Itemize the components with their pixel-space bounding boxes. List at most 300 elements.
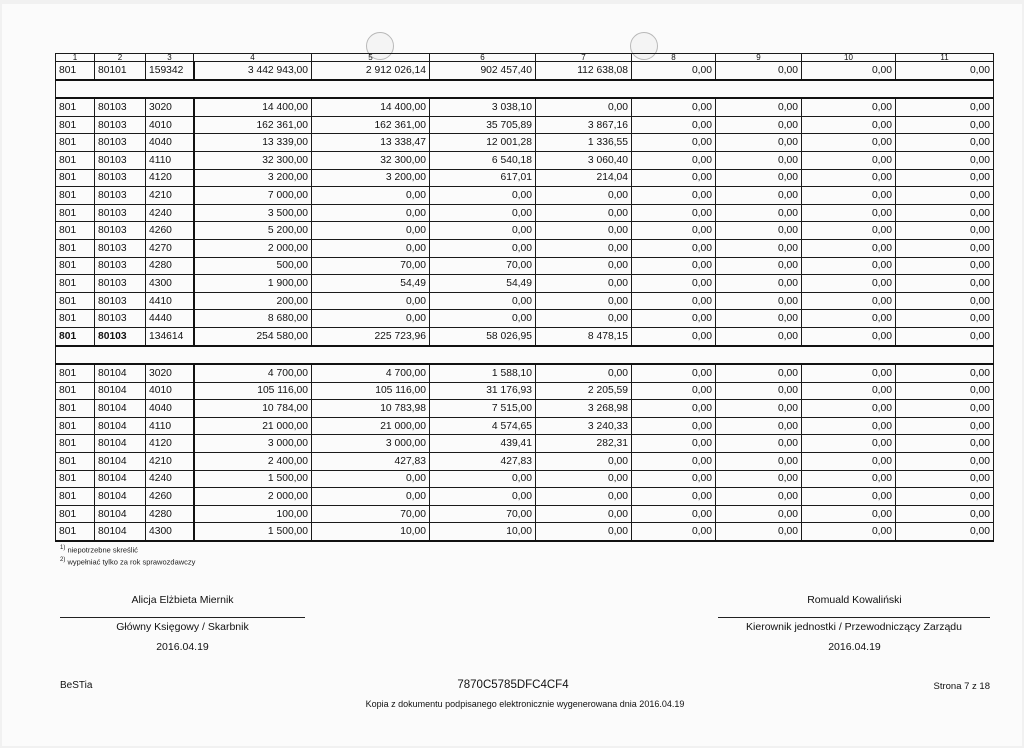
table-cell: 105 116,00 [194, 382, 312, 400]
table-cell: 31 176,93 [430, 382, 536, 400]
table-cell: 0,00 [536, 310, 632, 328]
table-cell: 0,00 [632, 98, 716, 116]
table-cell: 0,00 [536, 292, 632, 310]
table-cell: 0,00 [896, 169, 994, 187]
table-cell: 0,00 [802, 470, 896, 488]
table-cell: 801 [56, 169, 95, 187]
table-cell: 801 [56, 134, 95, 152]
column-number: 7 [536, 54, 632, 62]
table-cell: 427,83 [430, 453, 536, 471]
table-cell: 1 500,00 [194, 470, 312, 488]
column-number-row [56, 54, 994, 62]
table-cell: 35 705,89 [430, 116, 536, 134]
table-cell: 0,00 [536, 275, 632, 293]
table-cell: 0,00 [632, 275, 716, 293]
table-cell: 214,04 [536, 169, 632, 187]
table-cell: 112 638,08 [536, 62, 632, 80]
table-cell: 54,49 [430, 275, 536, 293]
table-cell: 0,00 [896, 435, 994, 453]
table-cell: 0,00 [802, 327, 896, 345]
table-cell: 0,00 [896, 134, 994, 152]
table-cell: 0,00 [536, 523, 632, 541]
table-cell: 0,00 [632, 239, 716, 257]
table-cell: 0,00 [430, 204, 536, 222]
table-cell: 0,00 [802, 453, 896, 471]
table-cell: 0,00 [716, 222, 802, 240]
table-cell: 10,00 [312, 523, 430, 541]
table-row [56, 275, 994, 293]
table-cell: 0,00 [716, 400, 802, 418]
table-cell: 0,00 [536, 187, 632, 205]
section-gap [56, 346, 994, 365]
table-cell: 0,00 [632, 505, 716, 523]
table-cell: 0,00 [632, 470, 716, 488]
table-row [56, 417, 994, 435]
table-cell: 801 [56, 488, 95, 506]
table-cell: 0,00 [802, 222, 896, 240]
table-cell: 0,00 [632, 116, 716, 134]
table-cell: 0,00 [430, 310, 536, 328]
table-cell: 0,00 [430, 292, 536, 310]
table-cell: 4440 [146, 310, 194, 328]
table-cell: 0,00 [896, 364, 994, 382]
footnote-1-text: niepotrzebne skreślić [67, 545, 138, 555]
table-cell: 80103 [95, 292, 146, 310]
table-cell: 0,00 [716, 453, 802, 471]
table-cell: 100,00 [194, 505, 312, 523]
table-cell: 14 400,00 [312, 98, 430, 116]
left-signature-line [60, 617, 305, 618]
table-cell: 0,00 [802, 523, 896, 541]
table-cell: 0,00 [896, 187, 994, 205]
table-cell: 1 900,00 [194, 275, 312, 293]
table-cell: 80104 [95, 488, 146, 506]
table-cell: 0,00 [716, 204, 802, 222]
table-cell: 0,00 [632, 327, 716, 345]
table-cell: 0,00 [716, 257, 802, 275]
table-cell: 0,00 [896, 505, 994, 523]
table-cell: 4270 [146, 239, 194, 257]
table-cell: 80104 [95, 453, 146, 471]
table-cell: 0,00 [802, 169, 896, 187]
table-cell: 4040 [146, 134, 194, 152]
table-cell: 2 912 026,14 [312, 62, 430, 80]
table-cell: 80104 [95, 470, 146, 488]
table-cell: 617,01 [430, 169, 536, 187]
table-cell: 0,00 [716, 134, 802, 152]
table-cell: 4110 [146, 417, 194, 435]
table-cell: 0,00 [632, 453, 716, 471]
table-cell: 3 867,16 [536, 116, 632, 134]
table-cell: 801 [56, 453, 95, 471]
table-cell: 801 [56, 187, 95, 205]
table-cell: 801 [56, 257, 95, 275]
table-cell: 4260 [146, 222, 194, 240]
table-cell: 80103 [95, 116, 146, 134]
table-cell: 4300 [146, 523, 194, 541]
table-cell: 4240 [146, 470, 194, 488]
table-cell: 80104 [95, 382, 146, 400]
table-cell: 0,00 [536, 470, 632, 488]
table-row [56, 470, 994, 488]
table-cell: 0,00 [716, 62, 802, 80]
table-cell: 0,00 [896, 417, 994, 435]
table-cell: 21 000,00 [194, 417, 312, 435]
column-number: 11 [896, 54, 994, 62]
table-cell: 80103 [95, 275, 146, 293]
table-cell: 3 200,00 [194, 169, 312, 187]
table-cell: 0,00 [802, 98, 896, 116]
table-cell: 80103 [95, 222, 146, 240]
table-cell: 4300 [146, 275, 194, 293]
table-cell: 80103 [95, 98, 146, 116]
right-signer-name: Romuald Kowaliński [807, 594, 902, 606]
table-cell: 0,00 [312, 239, 430, 257]
table-cell: 0,00 [632, 382, 716, 400]
table-cell: 1 500,00 [194, 523, 312, 541]
table-cell: 0,00 [632, 488, 716, 506]
table-cell: 0,00 [802, 239, 896, 257]
table-cell: 0,00 [312, 204, 430, 222]
table-cell: 3 268,98 [536, 400, 632, 418]
footer-copy-note: Kopia z dokumentu podpisanego elektronicznie wygenerowana dnia 2016.04.19 [365, 699, 685, 709]
table-cell: 80104 [95, 523, 146, 541]
table-cell: 801 [56, 239, 95, 257]
table-cell: 0,00 [632, 435, 716, 453]
table-cell: 0,00 [896, 470, 994, 488]
table-row [56, 134, 994, 152]
table-cell: 4120 [146, 169, 194, 187]
table-row [56, 523, 994, 541]
table-cell: 70,00 [312, 505, 430, 523]
table-cell: 4280 [146, 257, 194, 275]
table-cell: 0,00 [716, 239, 802, 257]
table-cell: 254 580,00 [194, 327, 312, 345]
table-cell: 5 200,00 [194, 222, 312, 240]
table-cell: 0,00 [802, 435, 896, 453]
table-cell: 0,00 [716, 292, 802, 310]
left-signer-role: Główny Księgowy / Skarbnik [116, 621, 249, 633]
table-cell: 1 336,55 [536, 134, 632, 152]
budget-table [55, 53, 994, 542]
table-cell: 801 [56, 364, 95, 382]
table-cell: 0,00 [430, 187, 536, 205]
table-cell: 0,00 [716, 382, 802, 400]
table-cell: 70,00 [430, 257, 536, 275]
table-cell: 80103 [95, 169, 146, 187]
table-cell: 0,00 [632, 257, 716, 275]
table-cell: 105 116,00 [312, 382, 430, 400]
table-cell: 162 361,00 [312, 116, 430, 134]
separator-cell [56, 346, 994, 365]
right-signature-line [718, 617, 990, 618]
table-cell: 0,00 [896, 382, 994, 400]
table-cell: 4040 [146, 400, 194, 418]
table-cell: 4120 [146, 435, 194, 453]
table-cell: 0,00 [802, 417, 896, 435]
table-cell: 0,00 [716, 116, 802, 134]
table-cell: 0,00 [802, 204, 896, 222]
table-cell: 3 038,10 [430, 98, 536, 116]
table-row-summary-80101 [56, 62, 994, 80]
column-number: 2 [95, 54, 146, 62]
table-cell: 0,00 [802, 488, 896, 506]
table-cell: 80104 [95, 435, 146, 453]
table-cell: 0,00 [802, 134, 896, 152]
table-cell: 70,00 [430, 505, 536, 523]
table-cell: 10 783,98 [312, 400, 430, 418]
table-cell: 0,00 [896, 62, 994, 80]
table-cell: 21 000,00 [312, 417, 430, 435]
column-number: 4 [194, 54, 312, 62]
table-cell: 1 588,10 [430, 364, 536, 382]
table-cell: 0,00 [896, 275, 994, 293]
table-cell: 10 784,00 [194, 400, 312, 418]
separator-cell [56, 80, 994, 99]
table-cell: 0,00 [632, 400, 716, 418]
table-cell: 801 [56, 222, 95, 240]
table-cell: 0,00 [716, 151, 802, 169]
table-cell: 0,00 [716, 417, 802, 435]
table-cell: 0,00 [802, 116, 896, 134]
table-cell: 159342 [146, 62, 194, 80]
table-cell: 0,00 [536, 239, 632, 257]
table-cell: 801 [56, 470, 95, 488]
table-cell: 4240 [146, 204, 194, 222]
table-cell: 0,00 [312, 310, 430, 328]
table-cell: 801 [56, 523, 95, 541]
table-cell: 0,00 [716, 435, 802, 453]
table-cell: 801 [56, 62, 95, 80]
table-row [56, 488, 994, 506]
table-cell: 80104 [95, 400, 146, 418]
table-cell: 2 205,59 [536, 382, 632, 400]
table-cell: 0,00 [896, 239, 994, 257]
table-cell: 80103 [95, 239, 146, 257]
column-number: 10 [802, 54, 896, 62]
table-row [56, 222, 994, 240]
table-cell: 0,00 [632, 222, 716, 240]
footnote-2-text: wypełniać tylko za rok sprawozdawczy [67, 557, 196, 567]
footnote-2-mark: 2) [60, 557, 66, 563]
table-cell: 0,00 [896, 98, 994, 116]
table-cell: 0,00 [632, 310, 716, 328]
table-cell: 3 500,00 [194, 204, 312, 222]
table-row [56, 505, 994, 523]
table-cell: 801 [56, 116, 95, 134]
table-cell: 4 700,00 [194, 364, 312, 382]
table-cell: 0,00 [896, 222, 994, 240]
table-cell: 0,00 [536, 257, 632, 275]
table-cell: 200,00 [194, 292, 312, 310]
table-cell: 0,00 [430, 239, 536, 257]
table-cell: 3020 [146, 98, 194, 116]
table-cell: 801 [56, 151, 95, 169]
table-cell: 0,00 [802, 505, 896, 523]
table-cell: 0,00 [632, 151, 716, 169]
table-cell: 0,00 [632, 364, 716, 382]
table-cell: 801 [56, 275, 95, 293]
footer-page-number: Strona 7 z 18 [933, 681, 990, 692]
table-cell: 80103 [95, 257, 146, 275]
table-row [56, 239, 994, 257]
table-row [56, 453, 994, 471]
left-signer-name: Alicja Elżbieta Miernik [131, 594, 234, 606]
table-cell: 4010 [146, 116, 194, 134]
table-cell: 2 400,00 [194, 453, 312, 471]
right-signer-date: 2016.04.19 [828, 641, 881, 653]
table-cell: 0,00 [632, 417, 716, 435]
table-cell: 7 515,00 [430, 400, 536, 418]
table-cell: 4210 [146, 187, 194, 205]
table-cell: 3 000,00 [312, 435, 430, 453]
footer-app-name: BeSTia [60, 680, 93, 691]
column-number: 9 [716, 54, 802, 62]
table-cell: 0,00 [802, 364, 896, 382]
table-cell: 0,00 [312, 470, 430, 488]
table-cell: 500,00 [194, 257, 312, 275]
table-cell: 801 [56, 310, 95, 328]
table-cell: 0,00 [716, 488, 802, 506]
table-body [56, 54, 994, 542]
table-cell: 0,00 [312, 222, 430, 240]
table-cell: 0,00 [536, 222, 632, 240]
table-cell: 0,00 [716, 364, 802, 382]
table-cell: 801 [56, 382, 95, 400]
table-cell: 0,00 [632, 62, 716, 80]
table-cell: 0,00 [896, 327, 994, 345]
table-cell: 0,00 [802, 382, 896, 400]
column-number: 8 [632, 54, 716, 62]
table-cell: 0,00 [716, 523, 802, 541]
table-cell: 0,00 [632, 204, 716, 222]
table-cell: 0,00 [802, 400, 896, 418]
table-cell: 0,00 [430, 488, 536, 506]
table-cell: 8 680,00 [194, 310, 312, 328]
table-cell: 8 478,15 [536, 327, 632, 345]
table-cell: 0,00 [536, 364, 632, 382]
table-cell: 70,00 [312, 257, 430, 275]
table-row [56, 98, 994, 116]
table-cell: 0,00 [716, 275, 802, 293]
table-cell: 0,00 [536, 98, 632, 116]
table-cell: 282,31 [536, 435, 632, 453]
table-cell: 0,00 [536, 505, 632, 523]
table-cell: 4110 [146, 151, 194, 169]
table-cell: 0,00 [802, 257, 896, 275]
table-cell: 0,00 [896, 453, 994, 471]
table-cell: 0,00 [896, 116, 994, 134]
table-cell: 4260 [146, 488, 194, 506]
table-cell: 801 [56, 505, 95, 523]
table-cell: 0,00 [896, 292, 994, 310]
table-cell: 2 000,00 [194, 239, 312, 257]
table-cell: 0,00 [312, 292, 430, 310]
table-cell: 162 361,00 [194, 116, 312, 134]
table-cell: 58 026,95 [430, 327, 536, 345]
table-cell: 0,00 [536, 453, 632, 471]
table-row-summary-80103 [56, 327, 994, 345]
table-cell: 0,00 [430, 470, 536, 488]
table-cell: 4280 [146, 505, 194, 523]
table-cell: 80103 [95, 151, 146, 169]
table-cell: 225 723,96 [312, 327, 430, 345]
table-row [56, 364, 994, 382]
table-row [56, 151, 994, 169]
table-cell: 80101 [95, 62, 146, 80]
table-cell: 4210 [146, 453, 194, 471]
table-cell: 3 240,33 [536, 417, 632, 435]
table-cell: 0,00 [802, 292, 896, 310]
table-cell: 3 442 943,00 [194, 62, 312, 80]
right-signer-role: Kierownik jednostki / Przewodniczący Zarządu [746, 621, 962, 633]
column-number: 5 [312, 54, 430, 62]
table-row [56, 116, 994, 134]
footnote-1 [60, 545, 138, 555]
table-cell: 0,00 [716, 470, 802, 488]
table-cell: 0,00 [536, 488, 632, 506]
table-cell: 801 [56, 292, 95, 310]
table-cell: 801 [56, 98, 95, 116]
table-row [56, 169, 994, 187]
column-number: 3 [146, 54, 194, 62]
table-cell: 134614 [146, 327, 194, 345]
table-cell: 54,49 [312, 275, 430, 293]
table-cell: 439,41 [430, 435, 536, 453]
table-row [56, 292, 994, 310]
table-cell: 80103 [95, 204, 146, 222]
table-cell: 0,00 [430, 222, 536, 240]
table-cell: 0,00 [312, 187, 430, 205]
table-cell: 3020 [146, 364, 194, 382]
table-cell: 0,00 [896, 257, 994, 275]
table-cell: 2 000,00 [194, 488, 312, 506]
table-cell: 427,83 [312, 453, 430, 471]
column-number: 1 [56, 54, 95, 62]
table-row [56, 310, 994, 328]
table-cell: 80104 [95, 505, 146, 523]
table-cell: 0,00 [896, 310, 994, 328]
footer-document-code: 7870C5785DFC4CF4 [457, 679, 569, 691]
table-cell: 80104 [95, 417, 146, 435]
table-row [56, 257, 994, 275]
table-cell: 0,00 [632, 523, 716, 541]
table-cell: 0,00 [802, 62, 896, 80]
table-cell: 0,00 [896, 400, 994, 418]
table-cell: 80103 [95, 134, 146, 152]
table-row [56, 435, 994, 453]
table-cell: 0,00 [716, 187, 802, 205]
column-number: 6 [430, 54, 536, 62]
table-cell: 13 339,00 [194, 134, 312, 152]
table-cell: 0,00 [632, 169, 716, 187]
table-cell: 4010 [146, 382, 194, 400]
table-cell: 32 300,00 [312, 151, 430, 169]
table-cell: 801 [56, 417, 95, 435]
table-row [56, 400, 994, 418]
table-cell: 80103 [95, 327, 146, 345]
table-cell: 0,00 [716, 98, 802, 116]
table-cell: 4410 [146, 292, 194, 310]
table-cell: 0,00 [896, 204, 994, 222]
footnote-1-mark: 1) [60, 545, 66, 551]
table-cell: 0,00 [536, 204, 632, 222]
table-cell: 4 700,00 [312, 364, 430, 382]
table-cell: 0,00 [632, 134, 716, 152]
table-cell: 10,00 [430, 523, 536, 541]
table-cell: 0,00 [716, 169, 802, 187]
table-cell: 801 [56, 327, 95, 345]
